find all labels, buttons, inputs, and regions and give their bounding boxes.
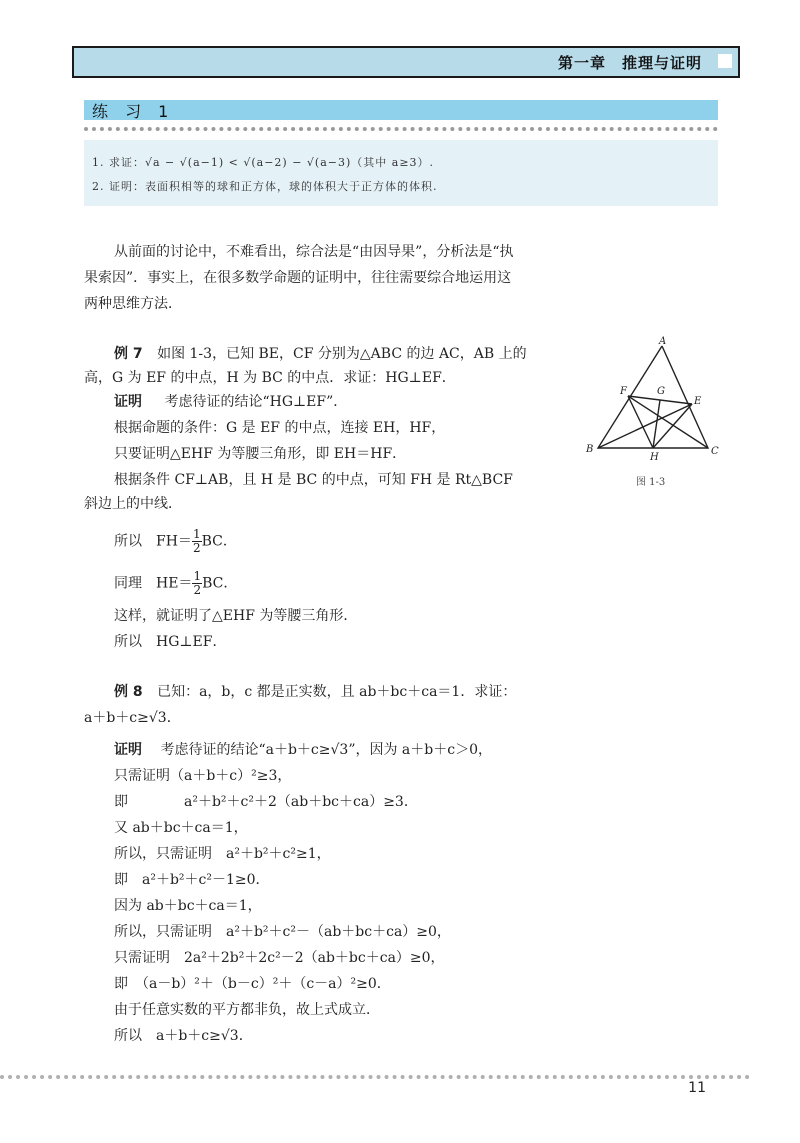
figure-caption: 图 1-3	[636, 477, 666, 488]
example8-proof-text-0: 考虑待证的结论“a＋b＋c≥√3”，因为 a＋b＋c＞0，	[160, 742, 492, 758]
dotted-divider	[84, 127, 718, 131]
fraction-denominator: 2	[192, 541, 201, 555]
example7-proof-line-1	[114, 392, 347, 412]
intro-line-3: 两种思维方法．	[84, 296, 182, 312]
chapter-title: 第一章 推理与证明	[557, 54, 702, 72]
figure-1-3	[580, 336, 730, 486]
example8-proof-line-11: 所以 a＋b＋c≥√3．	[114, 1028, 253, 1044]
example7-proof-line-2: 根据命题的条件：G 是 EF 的中点，连接 EH，HF，	[114, 420, 446, 436]
eq2-suffix: BC．	[202, 575, 238, 592]
label-h: H	[650, 452, 659, 463]
eq2-prefix: 同理 HE＝	[114, 575, 193, 592]
label-f: F	[620, 386, 627, 397]
fraction-numerator: 1	[192, 527, 201, 541]
exercise-item-1: 1. 求证：√a − √(a−1) < √(a−2) − √(a−3)（其中 a≥3）.	[92, 156, 435, 169]
label-e: E	[694, 396, 702, 407]
example8-first-line	[114, 682, 516, 702]
label-b: B	[586, 444, 594, 455]
example8-statement-2: a＋b＋c≥√3．	[84, 710, 181, 726]
example8-proof-line-7: 所以，只需证明 a²＋b²＋c²－（ab＋bc＋ca）≥0，	[114, 924, 451, 940]
example8-proof-line-10: 由于任意实数的平方都非负，故上式成立．	[114, 1002, 380, 1018]
example8-statement-1: 已知：a，b，c 都是正实数，且 ab＋bc＋ca＝1．求证：	[157, 684, 517, 700]
eq1-suffix: BC．	[201, 533, 237, 550]
example7-proof-line-4: 根据条件 CF⊥AB，且 H 是 BC 的中点，可知 FH 是 Rt△BCF	[114, 472, 513, 488]
label-g: G	[657, 386, 665, 397]
fraction-numerator: 1	[193, 569, 202, 583]
footer-dotted-divider	[0, 1075, 750, 1079]
example7-statement-2: 高，G 为 EF 的中点，H 为 BC 的中点．求证：HG⊥EF．	[84, 370, 456, 386]
example7-first-line	[114, 344, 527, 364]
example7-proof-line-5: 斜边上的中线．	[84, 496, 182, 512]
label-c: C	[711, 446, 719, 457]
intro-line-2: 果索因”．事实上，在很多数学命题的证明中，往往需要综合地运用这	[84, 270, 512, 286]
example7-label: 例 7	[114, 346, 143, 362]
example8-proof-line-5: 即 a²＋b²＋c²－1≥0．	[114, 872, 270, 888]
fraction-half	[192, 528, 202, 555]
eq1-prefix: 所以 FH＝	[114, 533, 192, 550]
example8-proof-line-8: 只需证明 2a²＋2b²＋2c²－2（ab＋bc＋ca）≥0，	[114, 950, 445, 966]
example7-conclusion-2: 所以 HG⊥EF．	[114, 634, 227, 650]
fraction-half	[192, 570, 202, 597]
page-number: 11	[688, 1080, 706, 1096]
exercise-title-band	[84, 100, 718, 120]
example8-proof-line-4: 所以，只需证明 a²＋b²＋c²≥1，	[114, 846, 331, 862]
example7-equation-2	[114, 570, 237, 597]
fraction-denominator: 2	[193, 583, 202, 597]
example8-proof-line-2: 即 a²＋b²＋c²＋2（ab＋bc＋ca）≥3．	[114, 794, 418, 810]
example8-proof-label: 证明	[114, 742, 142, 758]
example8-proof-line-3: 又 ab＋bc＋ca＝1，	[114, 820, 248, 836]
example7-conclusion-1: 这样，就证明了△EHF 为等腰三角形．	[114, 608, 358, 624]
exercise-item-2: 2. 证明：表面积相等的球和正方体，球的体积大于正方体的体积.	[92, 180, 438, 193]
chapter-header	[72, 46, 740, 78]
example7-statement-1: 如图 1-3，已知 BE，CF 分别为△ABC 的边 AC，AB 上的	[157, 346, 527, 362]
example8-proof-line-6: 因为 ab＋bc＋ca＝1，	[114, 898, 262, 914]
exercise-title: 练 习 1	[92, 102, 175, 121]
example7-equation-1	[114, 528, 237, 555]
example8-proof-line-1: 只需证明（a＋b＋c）²≥3，	[114, 768, 292, 784]
label-a: A	[659, 336, 667, 347]
example7-proof-text-1: 考虑待证的结论“HG⊥EF”．	[164, 394, 348, 410]
example8-proof-line-9: 即 （a－b）²＋（b－c）²＋（c－a）²≥0．	[114, 976, 391, 992]
example8-proof-first	[114, 740, 492, 760]
intro-line-1: 从前面的讨论中，不难看出，综合法是“由因导果”，分析法是“执	[114, 244, 514, 260]
example8-label: 例 8	[114, 684, 143, 700]
triangle-abc	[598, 346, 708, 448]
example7-proof-line-3: 只要证明△EHF 为等腰三角形，即 EH＝HF．	[114, 446, 407, 462]
exercise-box	[84, 140, 718, 206]
example7-proof-label: 证明	[114, 394, 142, 410]
header-square-decoration	[718, 54, 732, 68]
